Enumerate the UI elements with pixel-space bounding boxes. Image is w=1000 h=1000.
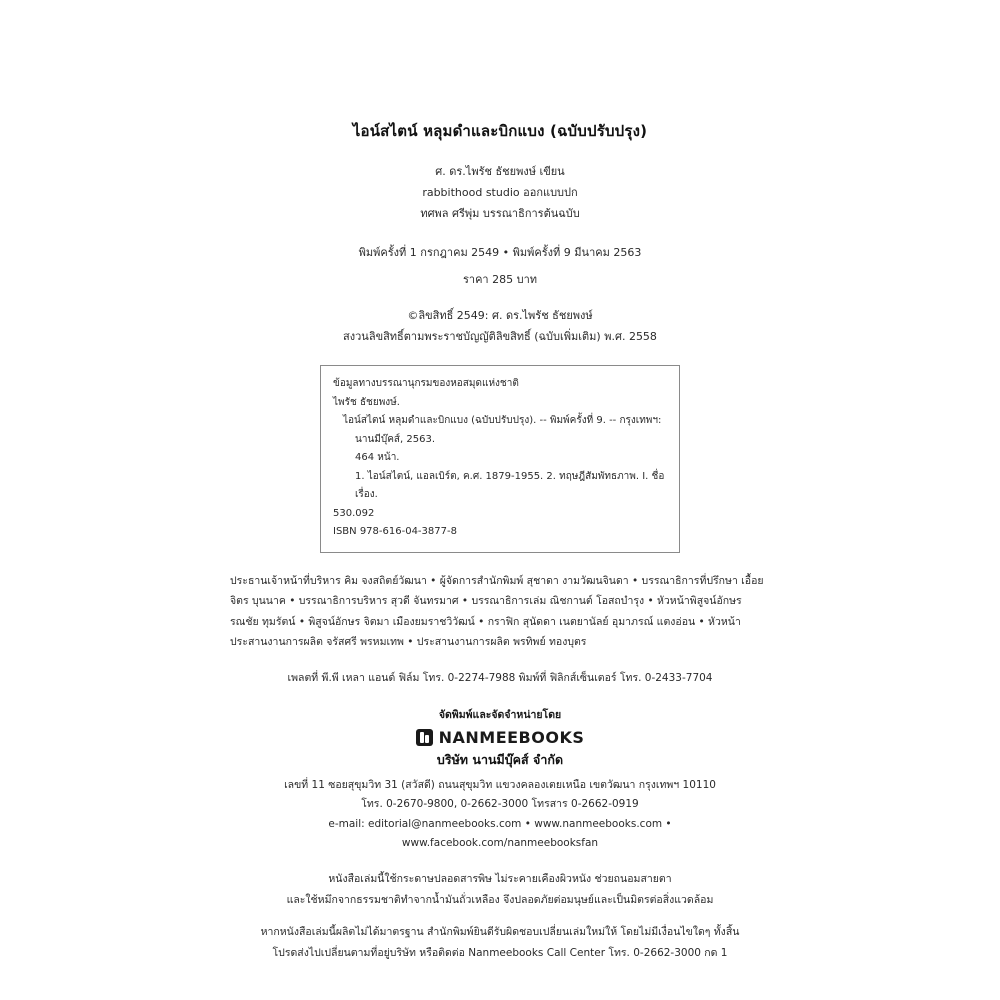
credit-cover-designer: rabbithood studio ออกแบบปก (422, 185, 578, 199)
publisher-logo (230, 728, 770, 747)
notice-guarantee-line-2: โปรดส่งไปเปลี่ยนตามที่อยู่บริษัท หรือติดต่อ Nanmeebooks Call Center โทร. 0-2662-3000 กด 1 (272, 946, 728, 959)
cip-imprint: นานมีบุ๊คส์, 2563. (355, 433, 436, 445)
cip-subjects: 1. ไอน์สไตน์, แอลเบิร์ต, ค.ศ. 1879-1955. 2. ทฤษฎีสัมพัทธภาพ. I. ชื่อเรื่อง. (355, 470, 665, 501)
cip-isbn: ISBN 978-616-04-3877-8 (333, 526, 457, 538)
publisher-logo-text: NANMEEBOOKS (438, 727, 585, 747)
cip-author: ไพรัช ธัชยพงษ์. (333, 396, 400, 408)
cip-title: ไอน์สไตน์ หลุมดำและบิกแบง (ฉบับปรับปรุง). -- พิมพ์ครั้งที่ 9. -- กรุงเทพฯ: (343, 415, 662, 427)
printer-info: เพลตที่ พี.พี เหลา แอนด์ ฟิล์ม โทร. 0-2274-7988 พิมพ์ที่ ฟิลิกส์เซ็นเตอร์ โทร. 0-2433-7704 (287, 671, 713, 684)
publisher-company-name: บริษัท นานมีบุ๊คส์ จำกัด (436, 751, 564, 767)
copyright-line-2: สงวนลิขสิทธิ์ตามพระราชบัญญัติลิขสิทธิ์ (ฉบับเพิ่มเติม) พ.ศ. 2558 (343, 329, 657, 343)
production-notice (230, 869, 770, 963)
address-street: เลขที่ 11 ซอยสุขุมวิท 31 (สวัสดี) ถนนสุขุมวิท แขวงคลองเตยเหนือ เขตวัฒนา กรุงเทพฯ 10110 (284, 778, 716, 791)
publisher-label: จัดพิมพ์และจัดจำหน่ายโดย (438, 708, 562, 721)
notice-guarantee-line-1: หากหนังสือเล่มนี้ผลิตไม่ได้มาตรฐาน สำนักพิมพ์ยินดีรับผิดชอบเปลี่ยนเล่มใหม่ให้ โดยไม่มีเงื่อนไขใดๆ ทั้งสิ้น (260, 926, 740, 939)
cip-ddc: 530.092 (333, 507, 375, 519)
copyright-line-1: ©ลิขสิทธิ์ 2549: ศ. ดร.ไพรัช ธัชยพงษ์ (407, 308, 593, 322)
cip-data-box (320, 365, 680, 553)
publisher-address (230, 776, 770, 854)
cip-pages: 464 หน้า. (355, 452, 400, 464)
credits-block (230, 161, 770, 225)
address-phone: โทร. 0-2670-9800, 0-2662-3000 โทรสาร 0-2662-0919 (361, 798, 639, 811)
cip-heading: ข้อมูลทางบรรณานุกรมของหอสมุดแห่งชาติ (333, 378, 519, 390)
credit-author: ศ. ดร.ไพรัช ธัชยพงษ์ เขียน (435, 164, 565, 178)
notice-eco-line-1: หนังสือเล่มนี้ใช้กระดาษปลอดสารพิษ ไม่ระคายเคืองผิวหนัง ช่วยถนอมสายตา (328, 873, 672, 886)
staff-credits: ประธานเจ้าหน้าที่บริหาร คิม จงสถิตย์วัฒนา • ผู้จัดการสำนักพิมพ์ สุชาดา งามวัฒนจินดา • บรรณาธิการที่ปรึกษา เอื้อยจิตร บุนนาค • บรรณาธิการบริหาร สุวดี จันทรมาศ • บรรณาธิการเล่ม ณิชกานต์ โอสถบำรุง • หัวหน้าพิสูจน์อักษร รณชัย ทุมรัตน์ • พิสูจน์อักษร จิตมา เมืองยมราชวิวัฒน์ • กราฟิก สุนัดดา เนตยานัลย์ อุมาภรณ์ แตงอ่อน • หัวหน้าประสานงานการผลิต จรัสศรี พรหมเทพ • ประสานงานการผลิต พรทิพย์ ทองบุตร (230, 574, 764, 649)
copyright-block (230, 306, 770, 348)
credit-manuscript-editor: ทศพล ศรีพุ่ม บรรณาธิการต้นฉบับ (420, 207, 580, 221)
nanmeebooks-logo-icon (416, 729, 433, 746)
address-email-web: e-mail: editorial@nanmeebooks.com • www.nanmeebooks.com • www.facebook.com/nanmeebooksfan (328, 817, 672, 850)
price-line: ราคา 285 บาท (462, 272, 538, 286)
page-title: ไอน์สไตน์ หลุมดำและบิกแบง (ฉบับปรับปรุง) (352, 122, 648, 140)
print-run-info: พิมพ์ครั้งที่ 1 กรกฎาคม 2549 • พิมพ์ครั้งที่ 9 มีนาคม 2563 (358, 245, 642, 259)
notice-eco-line-2: และใช้หมึกจากธรรมชาติทำจากน้ำมันถั่วเหลือง จึงปลอดภัยต่อมนุษย์และเป็นมิตรต่อสิ่งแวดล้อม (286, 893, 714, 906)
